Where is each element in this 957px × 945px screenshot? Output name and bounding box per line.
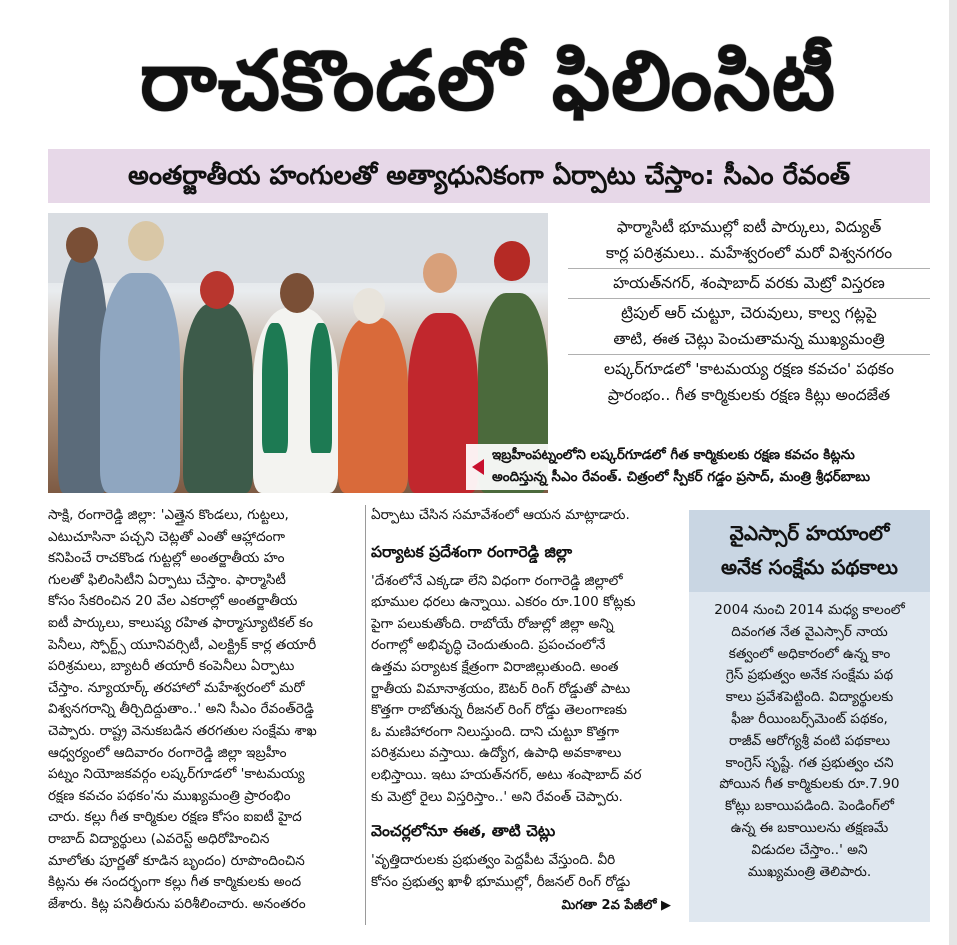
sidebar-line: కత్వంలో అధికారంలో ఉన్న కాం xyxy=(728,645,891,662)
sidebar-line: కోట్లు బకాయిపడింది. పెండింగ్‌లో xyxy=(725,798,894,815)
article-line: పరిశ్రమలు, బ్యాటరీ తయారీ కంపెనీలు ఏర్పాటు xyxy=(48,658,295,675)
highlight-line: లష్కర్‌గూడలో 'కాటమయ్య రక్షణ కవచం' పథకం xyxy=(604,360,894,378)
article-line: పైగా పలుకుతోంది. రాబోయే రోజుల్లో జిల్లా అన్ని xyxy=(371,615,614,632)
highlight-line: హయత్‌నగర్, శంషాబాద్ వరకు మెట్రో విస్తరణ xyxy=(613,274,885,292)
highlight-item xyxy=(568,355,930,410)
article-line: ఎటుచూసినా పచ్చని చెట్లతో ఎంతో ఆహ్లాదంగా xyxy=(48,528,286,545)
sidebar-line: కాలు ప్రవేశపెట్టింది. విద్యార్థులకు xyxy=(725,689,894,706)
article-line: భూముల ధరలు ఉన్నాయి. ఎకరం రూ.100 కోట్లకు xyxy=(371,594,636,611)
sidebar-title-line: అనేక సంక్షేమ పథకాలు xyxy=(721,555,898,579)
sidebar-line: ఫీజు రీయింబర్స్‌మెంట్ పథకం, xyxy=(731,710,888,727)
sidebar-title-line: వైఎస్సార్ హయాంలో xyxy=(729,521,890,545)
highlight-line: ప్రారంభం.. గీత కార్మికులకు రక్షణ కిట్లు అందజేత xyxy=(607,386,891,404)
article-line: లభిస్తాయి. ఇటు హయత్‌నగర్, అటు శంషాబాద్ వర xyxy=(371,766,642,783)
caption-line: అందిస్తున్న సీఎం రేవంత్. చిత్రంలో స్పీకర్ గడ్డం ప్రసాద్, మంత్రి శ్రీధర్‌బాబు xyxy=(492,469,870,485)
caption-line: ఇబ్రహీంపట్నంలోని లష్కర్‌గూడలో గీత కార్మికులకు రక్షణ కవచం కిట్లను xyxy=(492,447,855,463)
sidebar-line: పోయిన గీత కార్మికులకు రూ.7.90 xyxy=(719,776,900,793)
highlight-item xyxy=(568,269,930,299)
article-line: కోసం సేకరించిన 20 వేల ఎకరాల్లో అంతర్జాతీయ xyxy=(48,593,298,610)
article-line: ఓ మణిహారంగా నిలుస్తుంది. దాని చుట్టూ కొత్తగా xyxy=(371,723,620,740)
article-line: కు మెట్రో రైలు విస్తరిస్తాం..' అని రేవంత్ చెప్పారు. xyxy=(371,788,623,805)
headline: రాచకొండలో ఫిలింసిటీ xyxy=(139,34,837,129)
highlights-list xyxy=(568,213,930,410)
section-subheading: వెంచర్లలోనూ ఈత, తాటి చెట్లు xyxy=(371,822,556,841)
sidebar-line: దివంగత నేత వైఎస్సార్ నాయ xyxy=(731,623,888,640)
highlight-line: కార్ల పరిశ్రమలు.. మహేశ్వరంలో మరో విశ్వనగరం xyxy=(605,244,893,262)
article-line: రక్షణ కవచం పథకం'ను ముఖ్యమంత్రి ప్రారంభిం xyxy=(48,787,291,804)
highlight-line: ట్రిపుల్ ఆర్ చుట్టూ, చెరువులు, కాల్వ గట్లపై xyxy=(621,304,877,322)
article-line: పట్నం నియోజకవర్గం లష్కర్‌గూడలో 'కాటమయ్య xyxy=(48,766,305,783)
article-line: కనిపించే రాచకొండ గుట్టల్లో అంతర్జాతీయ హం xyxy=(48,550,285,567)
article-line: కొత్తగా రాబోతున్న రీజనల్ రింగ్ రోడ్డు తెలంగాణకు xyxy=(371,702,628,719)
article-line: ఉత్తమ పర్యాటక క్షేత్రంగా విరాజిల్లుతుంది. అంత xyxy=(371,658,619,675)
photo-caption xyxy=(466,444,928,490)
article-line: గులతో ఫిలింసిటీని ఏర్పాటు చేస్తాం. ఫార్మాసిటీ xyxy=(48,571,286,588)
caption-marker-icon xyxy=(472,459,484,475)
section-subheading: పర్యాటక ప్రదేశంగా రంగారెడ్డి జిల్లా xyxy=(371,542,573,561)
sidebar-line: 2004 నుంచి 2014 మధ్య కాలంలో xyxy=(714,602,905,618)
article-line: పెనీలు, స్పోర్ట్స్ యూనివర్సిటీ, ఎలక్ట్రిక్ కార్ల తయారీ xyxy=(48,636,317,653)
sidebar-line: కాంగ్రెస్ సృష్టే. గత ప్రభుత్వం చని xyxy=(725,754,894,771)
sidebar-line: ఉన్న ఈ బకాయిలను తక్షణమే xyxy=(730,819,889,836)
highlight-item xyxy=(568,213,930,269)
article-column-1 xyxy=(48,505,362,915)
article-line: ఏర్పాటు చేసిన సమావేశంలో ఆయన మాట్లాడారు. xyxy=(371,507,630,523)
article-line: సాక్షి, రంగారెడ్డి జిల్లా: 'ఎత్తైన కొండలు, గుట్టలు, xyxy=(48,507,289,523)
sidebar-body xyxy=(689,592,930,883)
article-line: ర్జాతీయ విమానాశ్రయం, ఔటర్ రింగ్ రోడ్డుతో పాటు xyxy=(371,680,631,697)
article-line: మాలోతు పూర్ణతో కూడిన బృందం) రూపొందించిన xyxy=(48,852,305,869)
highlight-line: ఫార్మాసిటీ భూముల్లో ఐటీ పార్కులు, విద్యుత్ xyxy=(616,218,882,236)
sidebar-box xyxy=(689,510,930,922)
article-line: 'వృత్తిదారులకు ప్రభుత్వం పెద్దపీట వేస్తుంది. వీరి xyxy=(371,852,616,869)
sidebar-line: గ్రెస్ ప్రభుత్వం అనేక సంక్షేమ పథ xyxy=(725,667,894,684)
article-column-2 xyxy=(371,505,671,917)
subheadline: అంతర్జాతీయ హంగులతో అత్యాధునికంగా ఏర్పాటు చేస్తాం: సీఎం రేవంత్ xyxy=(48,149,930,203)
article-line: కోసం ప్రభుత్వ ఖాళీ భూముల్లో, రీజనల్ రింగ్ రోడ్డు xyxy=(371,873,631,890)
sidebar-line: ముఖ్యమంత్రి తెలిపారు. xyxy=(747,863,872,880)
sidebar-line: రాజీవ్ ఆరోగ్యశ్రీ వంటి పథకాలు xyxy=(728,732,891,749)
column-divider xyxy=(365,505,366,925)
article-line: ఐటీ పార్కులు, కాలుష్య రహిత ఫార్మాస్యూటికల్ కం xyxy=(48,614,314,631)
highlight-item xyxy=(568,299,930,355)
page-edge xyxy=(949,0,957,945)
continued-on-page-2-link[interactable]: మిగతా 2వ పేజీలో ▶ xyxy=(561,898,671,914)
sidebar-line: విడుదల చేస్తాం..' అని xyxy=(751,841,868,858)
highlight-line: తాటి, ఈత చెట్లు పెంచుతామన్న ముఖ్యమంత్రి xyxy=(613,330,885,348)
article-line: విశ్వనగరాన్ని తీర్చిదిద్దుతాం..' అని సీఎం రేవంత్‌రెడ్డి xyxy=(48,701,314,718)
article-line: చారు. కల్లు గీత కార్మికుల రక్షణ కోసం ఐఐటీ హైద xyxy=(48,809,302,826)
article-line: ఆధ్వర్యంలో ఆదివారం రంగారెడ్డి జిల్లా ఇబ్రహీం xyxy=(48,744,287,761)
article-line: రంగాల్లో అభివృద్ధి చెందుతుంది. ప్రపంచంలోనే xyxy=(371,637,606,654)
article-line: రాబాద్ విద్యార్థులు (ఎవరెస్ట్ అధిరోహించిన xyxy=(48,830,270,847)
article-line: పరిశ్రమలు వస్తాయి. ఉద్యోగ, ఉపాధి అవకాశాలు xyxy=(371,745,622,762)
article-line: చెప్పారు. రాష్ట్ర వెనుకబడిన తరగతుల సంక్షేమ శాఖ xyxy=(48,722,317,739)
article-line: 'దేశంలోనే ఎక్కడా లేని విధంగా రంగారెడ్డి జిల్లాలో xyxy=(371,572,623,589)
article-line: కిట్లను ఈ సందర్భంగా కల్లు గీత కార్మికులకు అంద xyxy=(48,874,302,891)
sidebar-title xyxy=(689,510,930,592)
article-line: జేశారు. కిట్ల పనితీరును పరిశీలించారు. అనంతరం xyxy=(48,895,306,912)
article-line: చేస్తాం. న్యూయార్క్ తరహాలో మహేశ్వరంలో మరో xyxy=(48,679,305,696)
